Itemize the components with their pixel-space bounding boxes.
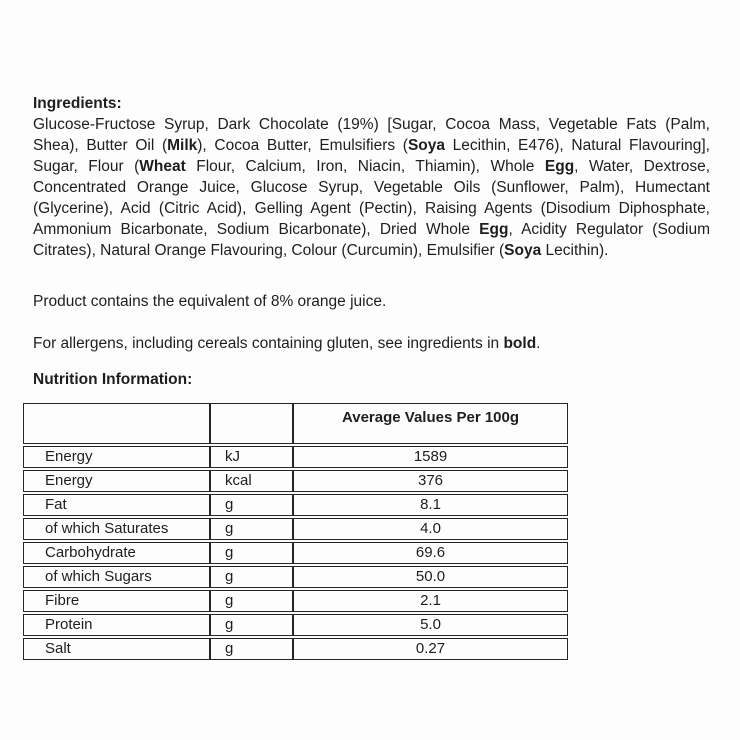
table-row xyxy=(23,590,568,612)
value-cell: 1589 xyxy=(293,446,568,468)
nutrient-cell: of which Saturates xyxy=(23,518,210,540)
value-cell: 5.0 xyxy=(293,614,568,636)
allergen-note xyxy=(33,333,710,354)
text-segment: Lecithin). xyxy=(541,242,609,259)
nutrient-cell: Fat xyxy=(23,494,210,516)
unit-cell: g xyxy=(210,590,293,612)
text-segment: ), Cocoa Butter, Emulsifiers ( xyxy=(197,137,408,154)
value-cell: 2.1 xyxy=(293,590,568,612)
nutrient-cell: Carbohydrate xyxy=(23,542,210,564)
unit-cell: g xyxy=(210,566,293,588)
nutrient-header-cell xyxy=(23,403,210,444)
bold-ingredient: Egg xyxy=(544,158,575,175)
bold-ingredient: Wheat xyxy=(139,158,186,175)
unit-cell: g xyxy=(210,614,293,636)
unit-header-cell xyxy=(210,403,293,444)
text-segment: . xyxy=(536,335,541,352)
unit-cell: g xyxy=(210,542,293,564)
ingredients-heading: Ingredients: xyxy=(33,95,122,112)
bold-ingredient: Soya xyxy=(407,137,445,154)
value-cell: 50.0 xyxy=(293,566,568,588)
value-cell: 69.6 xyxy=(293,542,568,564)
nutrient-cell: Energy xyxy=(23,470,210,492)
unit-cell: g xyxy=(210,494,293,516)
document-content xyxy=(33,93,710,662)
text-segment: , Water, Dextrose, Concentrated Orange Juice, Glucose Syrup, Vegetable Oils (Sunflower, Palm), Humectant (Glycerine), Acid (Citric Acid), Gelling Agent (Pectin), Raising Agents (Disodium Diphosphate, Ammonium Bicarbonate, Sodium Bicarbonate), Dried Whole xyxy=(33,158,710,238)
nutrition-table-body xyxy=(23,446,568,660)
table-row xyxy=(23,494,568,516)
table-row xyxy=(23,518,568,540)
unit-cell: kcal xyxy=(210,470,293,492)
bold-ingredient: Milk xyxy=(167,137,198,154)
bold-ingredient: bold xyxy=(503,335,537,352)
nutrition-heading: Nutrition Information: xyxy=(33,371,193,388)
nutrient-cell: Salt xyxy=(23,638,210,660)
table-row xyxy=(23,638,568,660)
value-cell: 0.27 xyxy=(293,638,568,660)
table-row xyxy=(23,614,568,636)
text-segment: Flour, Calcium, Iron, Niacin, Thiamin), Whole xyxy=(185,158,545,175)
value-header-cell: Average Values Per 100g xyxy=(293,403,568,444)
orange-juice-note: Product contains the equivalent of 8% orange juice. xyxy=(33,293,387,310)
table-row xyxy=(23,566,568,588)
table-header-row xyxy=(23,403,568,444)
table-row xyxy=(23,446,568,468)
nutrition-table xyxy=(23,401,568,662)
unit-cell: g xyxy=(210,638,293,660)
nutrient-cell: of which Sugars xyxy=(23,566,210,588)
value-cell: 376 xyxy=(293,470,568,492)
text-segment: , Acidity Regulator (Sodium Citrates), Natural Orange Flavouring, Colour (Curcumin), Emulsifier ( xyxy=(33,221,710,259)
unit-cell: kJ xyxy=(210,446,293,468)
nutrient-cell: Fibre xyxy=(23,590,210,612)
text-segment: Glucose-Fructose Syrup, Dark Chocolate (19%) [Sugar, Cocoa Mass, Vegetable Fats (Palm, Shea), Butter Oil ( xyxy=(33,116,710,154)
nutrient-cell: Protein xyxy=(23,614,210,636)
table-row xyxy=(23,542,568,564)
nutrient-cell: Energy xyxy=(23,446,210,468)
bold-ingredient: Soya xyxy=(504,242,542,259)
ingredients-text xyxy=(33,114,710,261)
text-segment: Lecithin, E476), Natural Flavouring], Sugar, Flour ( xyxy=(33,137,710,175)
bold-ingredient: Egg xyxy=(479,221,509,238)
value-cell: 4.0 xyxy=(293,518,568,540)
unit-cell: g xyxy=(210,518,293,540)
text-segment: For allergens, including cereals containing gluten, see ingredients in xyxy=(33,335,504,352)
value-cell: 8.1 xyxy=(293,494,568,516)
table-row xyxy=(23,470,568,492)
